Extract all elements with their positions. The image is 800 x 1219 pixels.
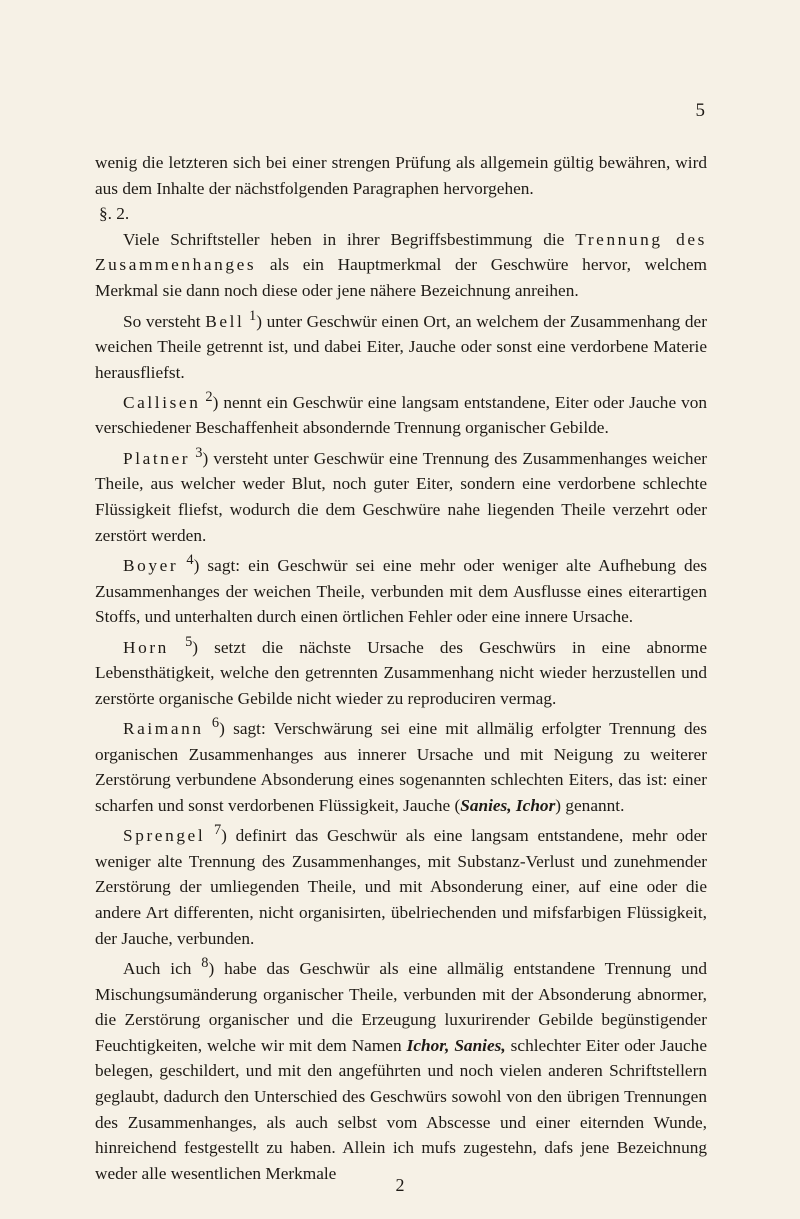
emphasized-term: Trennung des Zusammenhanges: [95, 229, 707, 275]
paragraph: Callisen $^2$) nennt ein Geschwür eine langsam entstandene, Eiter oder Jauche von verschiedener Beschaffenheit absondernde Trennung organischer Gebilde.: [95, 389, 707, 438]
paragraph: Boyer $^4$) sagt: ein Geschwür sei eine mehr oder weniger alte Aufhebung des Zusammenhanges der weichen Theile, verbunden mit dem Ausflusse eines eiterartigen Stoffs, und unterhalten durch einen örtlichen Fehler oder eine innere Ursache.: [95, 552, 708, 627]
author-name: Horn: [123, 637, 169, 657]
paragraph: Platner $^3$) versteht unter Geschwür eine Trennung des Zusammenhanges weicher Theile, aus welcher weder Blut, noch guter Eiter, sondern eine verdorbene schlechte Flüssigkeit fliefst, wodurch die dem Geschwüre nahe liegenden Theile verzehrt oder zerstört werden.: [95, 445, 707, 545]
section-heading: §. 2.: [99, 204, 130, 224]
page-number: 5: [695, 100, 705, 121]
footnote-ref: 2: [205, 389, 213, 406]
paragraph: Raimann $^6$) sagt: Verschwärung sei eine mit allmälig erfolgter Trennung des organischen Zusammenhanges aus innerer Ursache und mit Neigung zu weiterer Zerstörung verbundene Absonderung eines sogenannten schlechten Eiters, das ist: einer scharfen und sonst verdorbenen Flüssigkeit, Jauche (Sanies, Ichor) genannt.: [95, 715, 707, 815]
footnote-ref: 7: [213, 822, 222, 839]
author-name: Callisen: [123, 392, 201, 412]
latin-term: Sanies, Ichor: [460, 795, 556, 815]
author-name: Platner: [123, 448, 191, 468]
latin-term: Ichor, Sanies,: [406, 1035, 506, 1055]
body-text: [95, 150, 707, 1186]
footnote-ref: 1: [249, 307, 257, 324]
author-name: Boyer: [123, 555, 179, 575]
paragraph-continued: wenig die letzteren sich bei einer strengen Prüfung als allgemein gültig bewähren, wird aus dem Inhalte der nächstfolgenden Paragraphen hervorgehen.: [95, 153, 707, 198]
paragraph: Horn $^5$) setzt die nächste Ursache des Geschwürs in eine abnorme Lebensthätigkeit, welche den getrennten Zusammenhang nicht wieder herzustellen und zerstörte organische Gebilde nicht wieder zu reproduciren vermag.: [95, 633, 707, 708]
footnote-ref: 3: [195, 445, 203, 462]
paragraph: So versteht Bell $^1$) unter Geschwür einen Ort, an welchem der Zusammenhang der weichen Theile getrennt ist, und dabei Eiter, Jauche oder sonst eine verdorbene Materie herausfliefst.: [95, 307, 707, 382]
signature-mark: 2: [395, 1175, 405, 1195]
author-name: Raimann: [123, 719, 204, 739]
footnote-ref: 4: [186, 552, 194, 569]
footnote-ref: 5: [185, 633, 193, 650]
footnote-ref: 6: [211, 715, 220, 732]
paragraph: Sprengel $^7$) definirt das Geschwür als eine langsam entstandene, mehr oder weniger alte Trennung des Zusammenhanges, mit Substanz-Verlust und zunehmender Zerstörung der umliegenden Theile, und mit Absonderung einer, auf eine oder die andere Art differenten, nicht organisirten, übelriechenden und mifsfarbigen Flüssigkeit, der Jauche, verbunden.: [95, 822, 707, 948]
footnote-ref: 8: [201, 955, 209, 972]
author-name: Bell: [205, 311, 245, 331]
paragraph: Viele Schriftsteller heben in ihrer Begriffsbestimmung die Trennung des Zusammenhanges als ein Hauptmerkmal der Geschwüre hervor, welchem Merkmal sie dann noch diese oder jene nähere Bezeichnung anreihen.: [95, 229, 707, 300]
author-name: Sprengel: [123, 826, 206, 846]
paragraph: Auch ich $^8$) habe das Geschwür als eine allmälig entstandene Trennung und Mischungsumänderung organischer Theile, verbunden mit der Absonderung abnormer, die Zerstörung organischer und die Erzeugung luxurirender Gebilde begünstigender Feuchtigkeiten, welche wir mit dem Namen Ichor, Sanies, schlechter Eiter oder Jauche belegen, geschildert, und mit den angeführten und noch vielen anderen Schriftstellern geglaubt, dadurch den Unterschied des Geschwürs sowohl von den übrigen Trennungen des Zusammenhanges, als auch selbst vom Abscesse und einer eiternden Wunde, hinreichend festgestellt zu haben. Allein ich mufs zugestehn, dafs jene Bezeichnung weder alle wesentlichen Merkmale: [95, 955, 707, 1183]
